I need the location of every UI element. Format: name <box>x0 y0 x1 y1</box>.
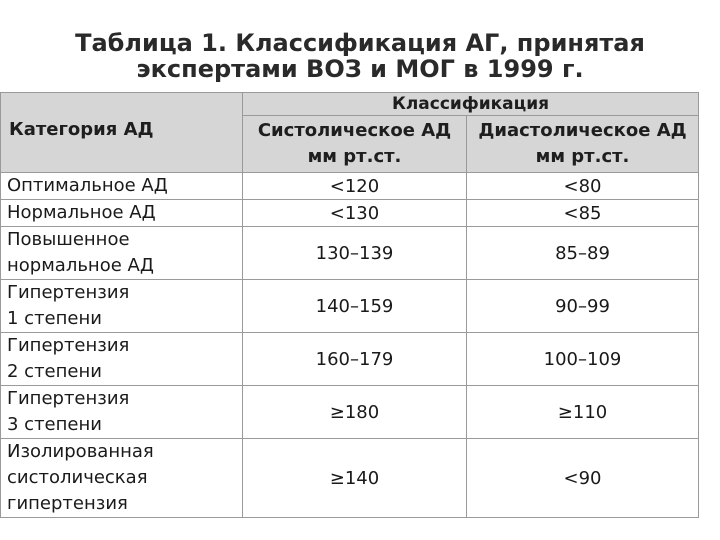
diastolic-cell: <80 <box>467 173 699 200</box>
category-cell <box>1 333 243 386</box>
header-category: Категория АД <box>1 93 243 173</box>
systolic-cell: 130–139 <box>243 227 467 280</box>
category-text: 3 степени <box>7 414 102 435</box>
header-systolic-unit: мм рт.ст. <box>307 146 402 167</box>
category-text: Изолированная <box>7 441 154 462</box>
table-row <box>1 173 699 200</box>
category-text: гипертензия <box>7 493 128 514</box>
diastolic-cell: 85–89 <box>467 227 699 280</box>
category-cell <box>1 200 243 227</box>
table-row <box>1 280 699 333</box>
table-row <box>1 200 699 227</box>
diastolic-cell: ≥110 <box>467 386 699 439</box>
category-text: систолическая <box>7 467 148 488</box>
category-cell <box>1 280 243 333</box>
diastolic-cell: <90 <box>467 439 699 518</box>
caption-line-1: Таблица 1. Классификация АГ, принятая <box>75 29 645 57</box>
table-row <box>1 333 699 386</box>
category-text: 1 степени <box>7 308 102 329</box>
systolic-cell: 140–159 <box>243 280 467 333</box>
caption-line-2: экспертами ВОЗ и МОГ в 1999 г. <box>136 55 584 83</box>
systolic-cell: ≥140 <box>243 439 467 518</box>
systolic-cell: 160–179 <box>243 333 467 386</box>
header-diastolic <box>467 116 699 173</box>
category-text: Гипертензия <box>7 282 130 303</box>
category-cell <box>1 227 243 280</box>
header-classification: Классификация <box>243 93 699 116</box>
diastolic-cell: 100–109 <box>467 333 699 386</box>
category-text: Гипертензия <box>7 335 130 356</box>
systolic-cell: <130 <box>243 200 467 227</box>
header-systolic <box>243 116 467 173</box>
category-text: 2 степени <box>7 361 102 382</box>
category-text: Повышенное <box>7 229 130 250</box>
category-text: Гипертензия <box>7 388 130 409</box>
category-cell <box>1 173 243 200</box>
category-cell <box>1 439 243 518</box>
table-row <box>1 386 699 439</box>
bp-classification-table <box>0 92 699 518</box>
diastolic-cell: <85 <box>467 200 699 227</box>
header-diastolic-label: Диастолическое АД <box>478 120 687 141</box>
systolic-cell: <120 <box>243 173 467 200</box>
header-systolic-label: Систолическое АД <box>257 120 452 141</box>
table-row <box>1 227 699 280</box>
category-text: Нормальное АД <box>7 202 156 223</box>
diastolic-cell: 90–99 <box>467 280 699 333</box>
header-diastolic-unit: мм рт.ст. <box>535 146 630 167</box>
category-text: нормальное АД <box>7 255 154 276</box>
category-text: Оптимальное АД <box>7 175 168 196</box>
table-caption <box>0 30 720 82</box>
systolic-cell: ≥180 <box>243 386 467 439</box>
table-row <box>1 439 699 518</box>
category-cell <box>1 386 243 439</box>
